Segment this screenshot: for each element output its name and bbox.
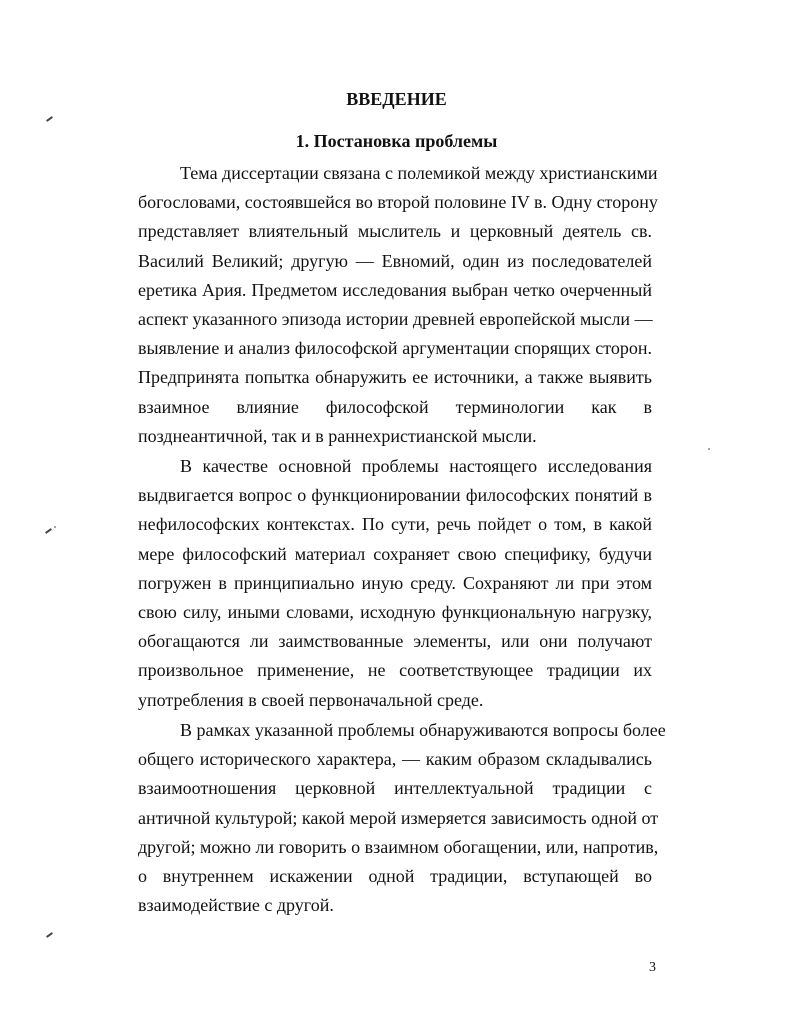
text-line: выдвигается вопрос о функционировании философских понятий в (138, 485, 652, 506)
text-line: о внутреннем искажении одной традиции, вступающей во (138, 865, 652, 886)
text-line: Предпринята попытка обнаружить ее источники, а также выявить (138, 367, 652, 388)
text-line: Тема диссертации связана с полемикой между христианскими (180, 163, 658, 183)
scan-artifact (46, 932, 53, 938)
text-line: свою силу, иными словами, исходную функциональную нагрузку, (138, 601, 652, 622)
text-line: представляет влиятельный мыслитель и церковный деятель св. (138, 221, 652, 242)
text-line: античной культурой; какой мерой измеряется зависимость одной от (138, 807, 659, 828)
text-line: употребления в своей первоначальной среде. (138, 689, 484, 710)
text-line: В качестве основной проблемы настоящего исследования (180, 456, 652, 476)
chapter-title: ВВЕДЕНИЕ (346, 89, 447, 109)
text-line: произвольное применение, не соответствующее традиции их (138, 660, 652, 681)
text-line: мере философский материал сохраняет свою специфику, будучи (138, 543, 652, 564)
text-line: еретика Ария. Предметом исследования выбран четко очерченный (138, 279, 652, 300)
page-number: 3 (649, 960, 656, 975)
scan-artifact (708, 448, 710, 450)
scan-artifact (46, 116, 53, 122)
text-line: взаимодействие с другой. (138, 895, 334, 916)
text-line: Василий Великий; другую — Евномий, один из последователей (138, 250, 652, 271)
paragraph-1 (138, 159, 658, 451)
text-line: общего исторического характера, — каким образом складывались (138, 749, 652, 770)
text-line: взаимное влияние философской терминологии как в (138, 396, 652, 417)
paragraph-3 (138, 716, 666, 920)
text-line: аспект указанного эпизода истории древней европейской мысли — (138, 308, 653, 329)
text-line: позднеантичной, так и в раннехристианской мысли. (138, 425, 537, 446)
text-line: В рамках указанной проблемы обнаруживаются вопросы более (180, 720, 666, 740)
paragraph-2 (138, 452, 652, 715)
text-line: погружен в принципиально иную среду. Сохраняют ли при этом (138, 572, 652, 593)
text-line: нефилософских контекстах. По сути, речь пойдет о том, в какой (138, 514, 652, 535)
text-line: богословами, состоявшейся во второй половине IV в. Одну сторону (138, 192, 658, 213)
section-title: 1. Постановка проблемы (295, 131, 498, 151)
text-line: обогащаются ли заимствованные элементы, или они получают (138, 631, 652, 652)
scan-artifact (54, 526, 56, 528)
text-line: выявление и анализ философской аргументации спорящих сторон. (138, 338, 652, 359)
text-line: взаимоотношения церковной интеллектуальной традиции с (138, 778, 652, 799)
scan-artifact (45, 528, 52, 534)
text-line: другой; можно ли говорить о взаимном обогащении, или, напротив, (138, 836, 659, 857)
